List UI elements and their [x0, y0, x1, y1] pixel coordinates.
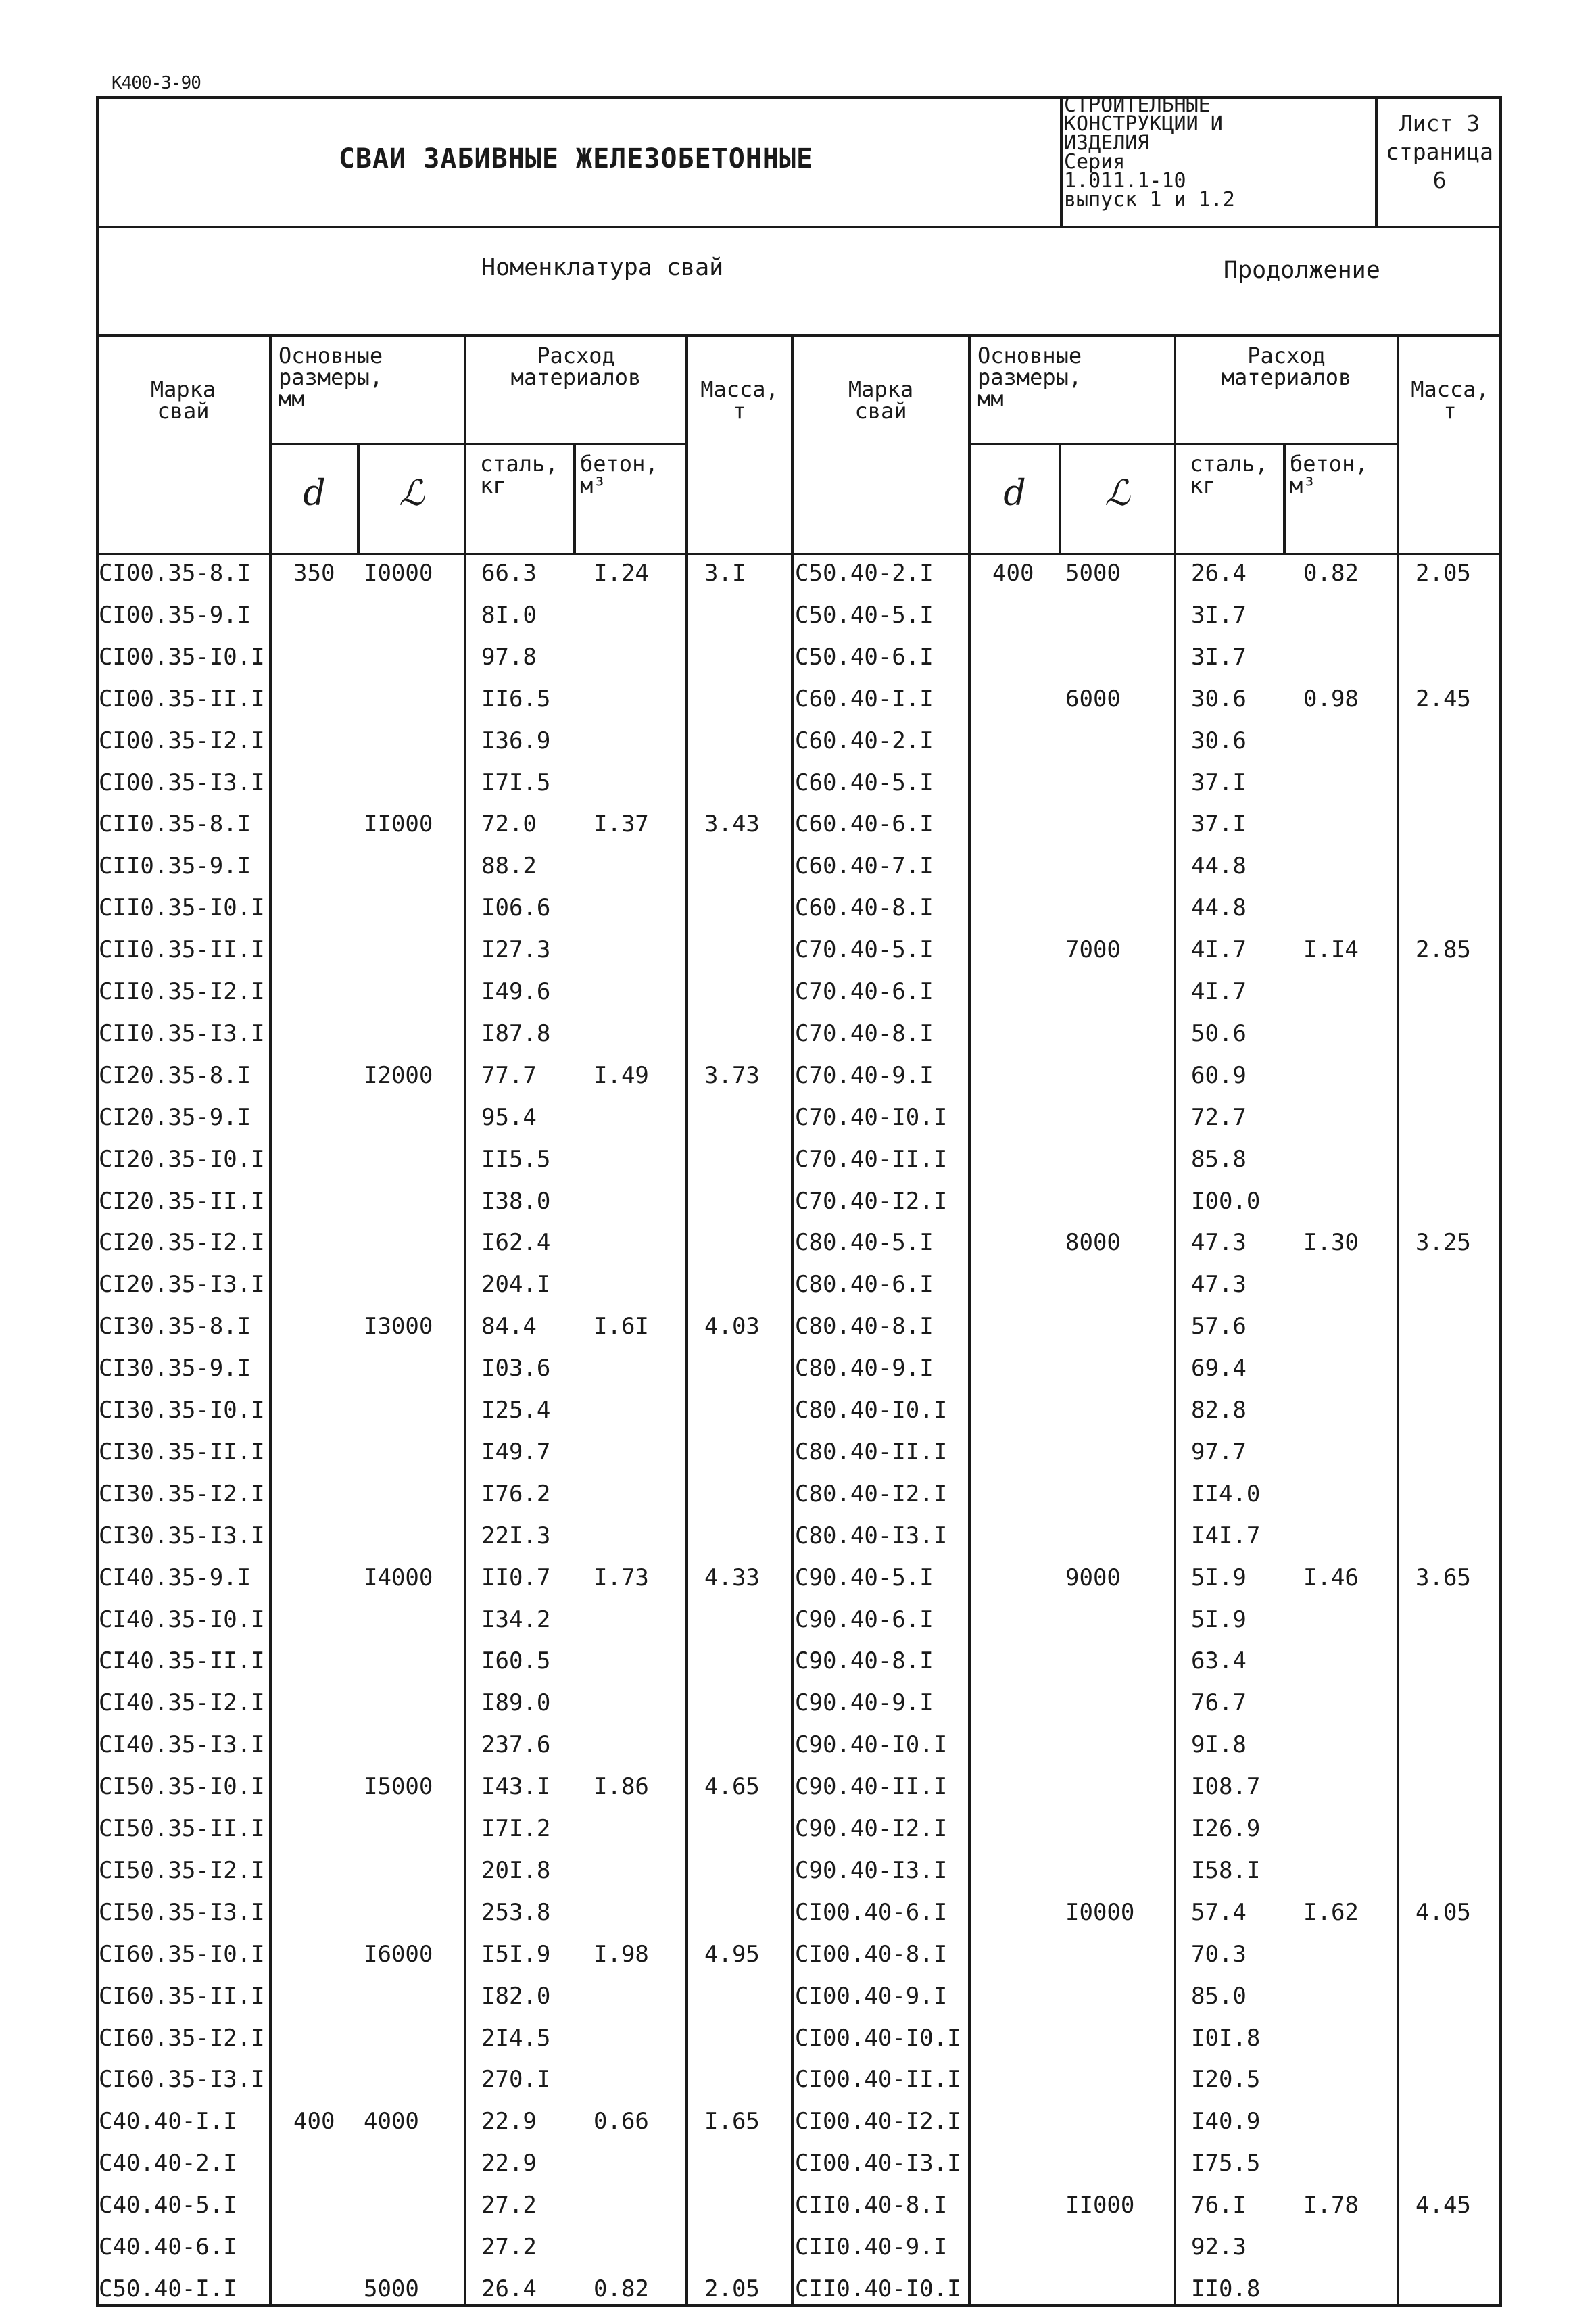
pile-mark-cell: С50.40-2.I	[795, 560, 934, 587]
grid-line	[969, 443, 1398, 445]
steel-cell: 30.6	[1191, 727, 1247, 754]
steel-cell: 37.I	[1191, 811, 1247, 838]
column-header-d: d	[1003, 473, 1026, 514]
column-header-mark: Марка свай	[150, 377, 216, 424]
length-cell: II000	[1065, 2192, 1135, 2219]
pile-mark-cell: С80.40-II.I	[795, 1438, 948, 1466]
concrete-cell: I.62	[1303, 1898, 1359, 1926]
concrete-cell: I.24	[594, 560, 649, 587]
steel-cell: 76.I	[1191, 2192, 1247, 2219]
steel-cell: I0I.8	[1191, 2024, 1261, 2052]
steel-cell: 30.6	[1191, 685, 1247, 713]
mass-cell: 2.85	[1416, 936, 1471, 964]
section-title: Номенклатура свай	[481, 254, 724, 281]
steel-cell: I06.6	[481, 894, 551, 922]
series-line: ИЗДЕЛИЯ	[1064, 131, 1150, 155]
steel-cell: 97.8	[481, 643, 537, 671]
length-cell: 6000	[1065, 685, 1121, 713]
divider	[1375, 96, 1378, 226]
mass-cell: 4.03	[704, 1313, 760, 1341]
pile-mark-cell: СI60.35-II.I	[99, 1982, 265, 2010]
steel-cell: I7I.5	[481, 769, 551, 796]
pile-mark-cell: СI40.35-I2.I	[99, 1689, 265, 1717]
title-block	[96, 93, 1502, 228]
steel-cell: I7I.2	[481, 1815, 551, 1842]
steel-cell: 5I.9	[1191, 1564, 1247, 1591]
concrete-cell: I.86	[594, 1773, 649, 1801]
steel-cell: 76.7	[1191, 1689, 1247, 1717]
pile-mark-cell: С90.40-I2.I	[795, 1815, 948, 1842]
steel-cell: I82.0	[481, 1982, 551, 2010]
steel-cell: I40.9	[1191, 2108, 1261, 2136]
steel-cell: I08.7	[1191, 1773, 1261, 1801]
pile-mark-cell: СI20.35-I3.I	[99, 1271, 265, 1299]
steel-cell: 69.4	[1191, 1355, 1247, 1382]
steel-cell: 253.8	[481, 1898, 551, 1926]
steel-cell: 97.7	[1191, 1438, 1247, 1466]
steel-cell: 27.2	[481, 2234, 537, 2261]
mass-cell: 3.I	[704, 560, 746, 587]
pile-mark-cell: СI60.35-I3.I	[99, 2066, 265, 2094]
pile-mark-cell: СI00.35-II.I	[99, 685, 265, 713]
length-cell: I0000	[364, 560, 433, 587]
diameter-cell: 400	[293, 2108, 335, 2136]
pile-mark-cell: С90.40-5.I	[795, 1564, 934, 1591]
pile-mark-cell: СI20.35-I0.I	[99, 1145, 265, 1173]
column-header-mass: Масса, т	[1411, 377, 1489, 424]
pile-mark-cell: СII0.35-II.I	[99, 936, 265, 964]
pile-mark-cell: СI20.35-I2.I	[99, 1229, 265, 1257]
pile-mark-cell: СI50.35-I0.I	[99, 1773, 265, 1801]
pile-mark-cell: СII0.35-I0.I	[99, 894, 265, 922]
steel-cell: 95.4	[481, 1103, 537, 1131]
concrete-cell: I.I4	[1303, 936, 1359, 964]
pile-mark-cell: СI40.35-I0.I	[99, 1606, 265, 1633]
steel-cell: 57.4	[1191, 1898, 1247, 1926]
steel-cell: 84.4	[481, 1313, 537, 1341]
pile-mark-cell: С80.40-I2.I	[795, 1480, 948, 1507]
concrete-cell: I.78	[1303, 2192, 1359, 2219]
grid-line	[791, 337, 794, 2307]
concrete-cell: I.73	[594, 1564, 649, 1591]
steel-cell: 66.3	[481, 560, 537, 587]
steel-cell: 82.8	[1191, 1397, 1247, 1424]
sheet-info	[1380, 110, 1499, 195]
pile-mark-cell: С90.40-I3.I	[795, 1856, 948, 1884]
concrete-cell: I.30	[1303, 1229, 1359, 1257]
diameter-cell: 350	[293, 560, 335, 587]
steel-cell: 4I.7	[1191, 978, 1247, 1005]
length-cell: II000	[364, 811, 433, 838]
steel-cell: I62.4	[481, 1229, 551, 1257]
steel-cell: 77.7	[481, 1061, 537, 1089]
grid-line	[968, 337, 971, 2307]
concrete-cell: 0.82	[1303, 560, 1359, 587]
steel-cell: I4I.7	[1191, 1522, 1261, 1549]
pile-mark-cell: С80.40-I0.I	[795, 1397, 948, 1424]
steel-cell: 85.0	[1191, 1982, 1247, 2010]
pile-mark-cell: СI50.35-I2.I	[99, 1856, 265, 1884]
pile-mark-cell: СI00.40-8.I	[795, 1940, 948, 1968]
pile-mark-cell: СII0.35-I3.I	[99, 1019, 265, 1047]
steel-cell: I26.9	[1191, 1815, 1261, 1842]
pile-mark-cell: СII0.35-9.I	[99, 852, 251, 880]
pile-mark-cell: С60.40-6.I	[795, 811, 934, 838]
length-cell: 5000	[1065, 560, 1121, 587]
mass-cell: 3.43	[704, 811, 760, 838]
steel-cell: II5.5	[481, 1145, 551, 1173]
grid-line	[464, 337, 466, 2307]
pile-mark-cell: СI50.35-I3.I	[99, 1898, 265, 1926]
steel-cell: 204.I	[481, 1271, 551, 1299]
column-header-concrete: бетон, м³	[580, 451, 658, 498]
steel-cell: I20.5	[1191, 2066, 1261, 2094]
length-cell: 8000	[1065, 1229, 1121, 1257]
steel-cell: 27.2	[481, 2192, 537, 2219]
steel-cell: I38.0	[481, 1187, 551, 1215]
pile-mark-cell: СI20.35-II.I	[99, 1187, 265, 1215]
pile-mark-cell: С70.40-8.I	[795, 1019, 934, 1047]
steel-cell: II0.8	[1191, 2275, 1261, 2302]
steel-cell: 72.0	[481, 811, 537, 838]
column-header-dims: Основные размеры, мм	[977, 343, 1082, 412]
steel-cell: 85.8	[1191, 1145, 1247, 1173]
steel-cell: 44.8	[1191, 894, 1247, 922]
steel-cell: 60.9	[1191, 1061, 1247, 1089]
concrete-cell: I.98	[594, 1940, 649, 1968]
pile-mark-cell: С80.40-8.I	[795, 1313, 934, 1341]
pile-mark-cell: СI30.35-I2.I	[99, 1480, 265, 1507]
steel-cell: 22I.3	[481, 1522, 551, 1549]
mass-cell: 4.65	[704, 1773, 760, 1801]
pile-mark-cell: СI20.35-8.I	[99, 1061, 251, 1089]
steel-cell: I5I.9	[481, 1940, 551, 1968]
steel-cell: 237.6	[481, 1731, 551, 1759]
pile-mark-cell: СII0.40-9.I	[795, 2234, 948, 2261]
pile-mark-cell: С50.40-5.I	[795, 601, 934, 629]
steel-cell: I43.I	[481, 1773, 551, 1801]
steel-cell: 5I.9	[1191, 1606, 1247, 1633]
column-header-mark: Марка свай	[848, 377, 914, 424]
steel-cell: 70.3	[1191, 1940, 1247, 1968]
steel-cell: II6.5	[481, 685, 551, 713]
pile-mark-cell: С80.40-I3.I	[795, 1522, 948, 1549]
series-line: Серия	[1064, 150, 1126, 174]
steel-cell: 4I.7	[1191, 936, 1247, 964]
mass-cell: I.65	[704, 2108, 760, 2136]
steel-cell: I34.2	[481, 1606, 551, 1633]
pile-mark-cell: С90.40-9.I	[795, 1689, 934, 1717]
steel-cell: 20I.8	[481, 1856, 551, 1884]
steel-cell: I49.6	[481, 978, 551, 1005]
mass-cell: 2.45	[1416, 685, 1471, 713]
pile-mark-cell: СI00.40-9.I	[795, 1982, 948, 2010]
document-code: К400-3-90	[112, 73, 201, 93]
length-cell: I2000	[364, 1061, 433, 1089]
grid-line	[573, 443, 576, 553]
column-header-materials: Расход материалов	[1221, 343, 1352, 390]
steel-cell: 57.6	[1191, 1313, 1247, 1341]
column-header-steel: сталь, кг	[1190, 451, 1268, 498]
diameter-cell: 400	[992, 560, 1034, 587]
concrete-cell: I.49	[594, 1061, 649, 1089]
length-cell: I0000	[1065, 1898, 1135, 1926]
pile-mark-cell: С70.40-6.I	[795, 978, 934, 1005]
pile-mark-cell: СI30.35-9.I	[99, 1355, 251, 1382]
pile-mark-cell: СI00.35-9.I	[99, 601, 251, 629]
steel-cell: I76.2	[481, 1480, 551, 1507]
length-cell: I6000	[364, 1940, 433, 1968]
steel-cell: I25.4	[481, 1397, 551, 1424]
steel-cell: I60.5	[481, 1647, 551, 1675]
pile-mark-cell: С40.40-I.I	[99, 2108, 237, 2136]
pile-mark-cell: С90.40-8.I	[795, 1647, 934, 1675]
pile-mark-cell: СI00.35-I3.I	[99, 769, 265, 796]
pile-mark-cell: С40.40-6.I	[99, 2234, 237, 2261]
pile-mark-cell: С90.40-6.I	[795, 1606, 934, 1633]
steel-cell: II4.0	[1191, 1480, 1261, 1507]
column-header-materials: Расход материалов	[510, 343, 642, 390]
length-cell: 7000	[1065, 936, 1121, 964]
pile-mark-cell: СII0.40-I0.I	[795, 2275, 961, 2302]
pile-mark-cell: С90.40-II.I	[795, 1773, 948, 1801]
grid-line	[269, 337, 272, 2307]
pile-mark-cell: СI40.35-I3.I	[99, 1731, 265, 1759]
pile-mark-cell: С80.40-5.I	[795, 1229, 934, 1257]
pile-mark-cell: С60.40-8.I	[795, 894, 934, 922]
pile-mark-cell: С50.40-6.I	[795, 643, 934, 671]
pile-mark-cell: СI30.35-I3.I	[99, 1522, 265, 1549]
grid-line	[1397, 337, 1399, 2307]
steel-cell: I49.7	[481, 1438, 551, 1466]
pile-mark-cell: С80.40-6.I	[795, 1271, 934, 1299]
pile-mark-cell: С70.40-9.I	[795, 1061, 934, 1089]
series-info	[1064, 93, 1375, 212]
series-line: КОНСТРУКЦИИ И	[1064, 112, 1223, 136]
pile-mark-cell: СI30.35-8.I	[99, 1313, 251, 1341]
steel-cell: 3I.7	[1191, 601, 1247, 629]
concrete-cell: I.46	[1303, 1564, 1359, 1591]
steel-cell: 72.7	[1191, 1103, 1247, 1131]
document-title: СВАИ ЗАБИВНЫЕ ЖЕЛЕЗОБЕТОННЫЕ	[338, 143, 814, 174]
concrete-cell: 0.98	[1303, 685, 1359, 713]
mass-cell: 2.05	[704, 2275, 760, 2302]
length-cell: 4000	[364, 2108, 419, 2136]
series-line: 1.011.1-10	[1064, 169, 1186, 193]
mass-cell: 4.05	[1416, 1898, 1471, 1926]
pile-mark-cell: СI00.40-I3.I	[795, 2150, 961, 2177]
mass-cell: 3.65	[1416, 1564, 1471, 1591]
mass-cell: 3.25	[1416, 1229, 1471, 1257]
mass-cell: 2.05	[1416, 560, 1471, 587]
steel-cell: I87.8	[481, 1019, 551, 1047]
page-label: страница 6	[1386, 139, 1493, 193]
pile-mark-cell: СI00.40-6.I	[795, 1898, 948, 1926]
concrete-cell: I.37	[594, 811, 649, 838]
pile-mark-cell: С60.40-5.I	[795, 769, 934, 796]
sheet-label: Лист 3	[1399, 110, 1480, 137]
length-cell: 9000	[1065, 1564, 1121, 1591]
mass-cell: 4.33	[704, 1564, 760, 1591]
pile-mark-cell: СII0.40-8.I	[795, 2192, 948, 2219]
pile-mark-cell: С60.40-I.I	[795, 685, 934, 713]
pile-mark-cell: СI40.35-9.I	[99, 1564, 251, 1591]
steel-cell: 22.9	[481, 2150, 537, 2177]
pile-mark-cell: СI00.40-I2.I	[795, 2108, 961, 2136]
steel-cell: 92.3	[1191, 2234, 1247, 2261]
steel-cell: I27.3	[481, 936, 551, 964]
steel-cell: I36.9	[481, 727, 551, 754]
steel-cell: I75.5	[1191, 2150, 1261, 2177]
series-line: выпуск 1 и 1.2	[1064, 188, 1235, 212]
pile-mark-cell: С60.40-2.I	[795, 727, 934, 754]
steel-cell: 26.4	[481, 2275, 537, 2302]
steel-cell: 47.3	[1191, 1271, 1247, 1299]
column-header-steel: сталь, кг	[480, 451, 558, 498]
steel-cell: I89.0	[481, 1689, 551, 1717]
steel-cell: 37.I	[1191, 769, 1247, 796]
pile-mark-cell: С70.40-5.I	[795, 936, 934, 964]
column-header-concrete: бетон, м³	[1290, 451, 1368, 498]
mass-cell: 4.95	[704, 1940, 760, 1968]
pile-mark-cell: С70.40-I2.I	[795, 1187, 948, 1215]
concrete-cell: 0.66	[594, 2108, 649, 2136]
pile-mark-cell: СI40.35-II.I	[99, 1647, 265, 1675]
pile-mark-cell: СI30.35-I0.I	[99, 1397, 265, 1424]
continuation-label: Продолжение	[1224, 257, 1380, 284]
pile-mark-cell: СI60.35-I2.I	[99, 2024, 265, 2052]
column-header-l: ℒ	[1105, 473, 1130, 514]
mass-cell: 3.73	[704, 1061, 760, 1089]
steel-cell: II0.7	[481, 1564, 551, 1591]
length-cell: I5000	[364, 1773, 433, 1801]
steel-cell: 63.4	[1191, 1647, 1247, 1675]
steel-cell: 270.I	[481, 2066, 551, 2094]
concrete-cell: 0.82	[594, 2275, 649, 2302]
grid-line	[685, 337, 688, 2307]
steel-cell: 47.3	[1191, 1229, 1247, 1257]
pile-mark-cell: С50.40-I.I	[99, 2275, 237, 2302]
column-header-mass: Масса, т	[700, 377, 779, 424]
steel-cell: 88.2	[481, 852, 537, 880]
grid-line	[1174, 337, 1176, 2307]
section-header	[96, 228, 1502, 337]
grid-line	[270, 443, 687, 445]
steel-cell: 22.9	[481, 2108, 537, 2136]
pile-mark-cell: СI50.35-II.I	[99, 1815, 265, 1842]
steel-cell: 2I4.5	[481, 2024, 551, 2052]
steel-cell: I00.0	[1191, 1187, 1261, 1215]
pile-mark-cell: С40.40-5.I	[99, 2192, 237, 2219]
grid-line	[1283, 443, 1286, 553]
steel-cell: 44.8	[1191, 852, 1247, 880]
pile-mark-cell: С90.40-I0.I	[795, 1731, 948, 1759]
pile-mark-cell: СI00.35-I2.I	[99, 727, 265, 754]
column-header-dims: Основные размеры, мм	[279, 343, 383, 412]
steel-cell: I58.I	[1191, 1856, 1261, 1884]
steel-cell: I03.6	[481, 1355, 551, 1382]
pile-mark-cell: СI00.35-8.I	[99, 560, 251, 587]
steel-cell: 26.4	[1191, 560, 1247, 587]
length-cell: I4000	[364, 1564, 433, 1591]
concrete-cell: I.6I	[594, 1313, 649, 1341]
mass-cell: 4.45	[1416, 2192, 1471, 2219]
pile-mark-cell: С70.40-II.I	[795, 1145, 948, 1173]
steel-cell: 50.6	[1191, 1019, 1247, 1047]
column-header-d: d	[303, 473, 326, 514]
pile-mark-cell: С40.40-2.I	[99, 2150, 237, 2177]
column-header-l: ℒ	[399, 473, 425, 514]
pile-mark-cell: СI00.40-I0.I	[795, 2024, 961, 2052]
pile-mark-cell: СI30.35-II.I	[99, 1438, 265, 1466]
grid-line	[96, 553, 1502, 555]
pile-mark-cell: С60.40-7.I	[795, 852, 934, 880]
series-line: СТРОИТЕЛЬНЫЕ	[1064, 93, 1211, 117]
pile-mark-cell: СI20.35-9.I	[99, 1103, 251, 1131]
pile-mark-cell: СII0.35-8.I	[99, 811, 251, 838]
divider	[1060, 96, 1063, 226]
steel-cell: 3I.7	[1191, 643, 1247, 671]
pile-mark-cell: СII0.35-I2.I	[99, 978, 265, 1005]
steel-cell: 8I.0	[481, 601, 537, 629]
pile-mark-cell: С80.40-9.I	[795, 1355, 934, 1382]
steel-cell: 9I.8	[1191, 1731, 1247, 1759]
pile-mark-cell: СI00.40-II.I	[795, 2066, 961, 2094]
length-cell: 5000	[364, 2275, 419, 2302]
length-cell: I3000	[364, 1313, 433, 1341]
pile-mark-cell: СI60.35-I0.I	[99, 1940, 265, 1968]
pile-mark-cell: С70.40-I0.I	[795, 1103, 948, 1131]
pile-mark-cell: СI00.35-I0.I	[99, 643, 265, 671]
